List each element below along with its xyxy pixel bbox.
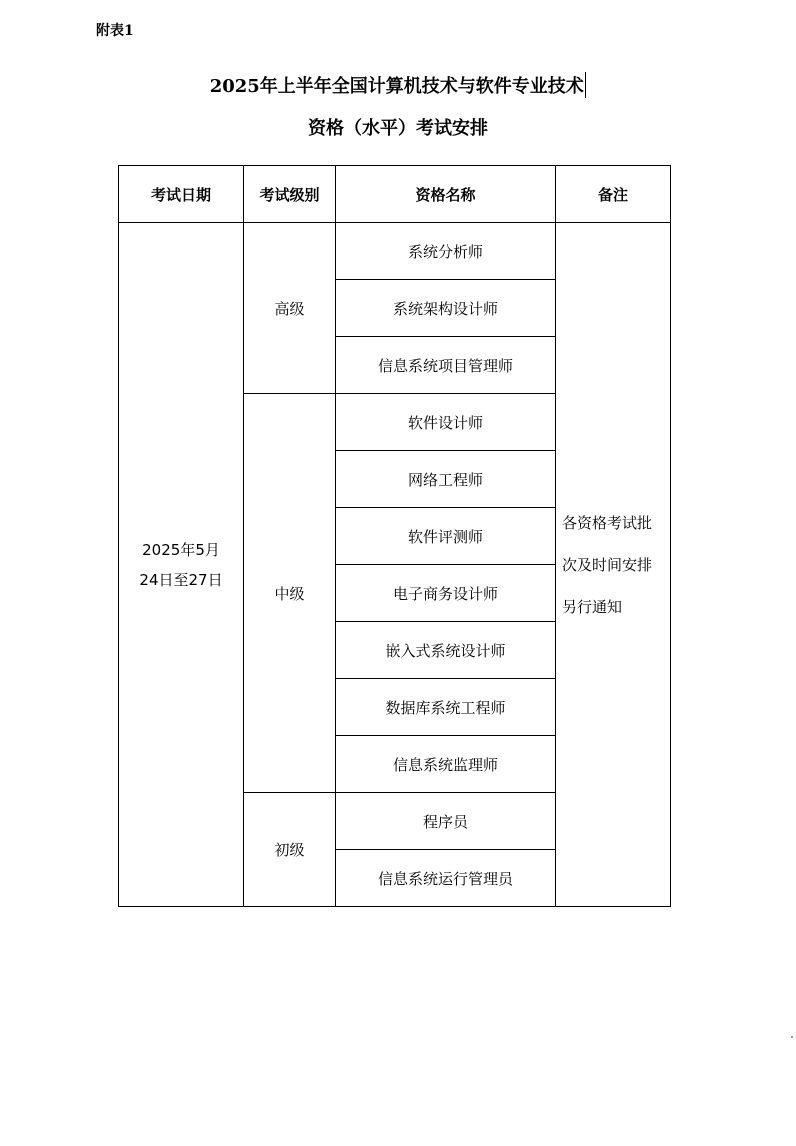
annex-label: 附表1 (96, 23, 134, 39)
level-cell-junior: 初级 (244, 793, 336, 907)
qualification-cell: 信息系统监理师 (336, 736, 556, 793)
exam-date-line2: 24日至27日 (139, 570, 223, 589)
text-cursor (585, 72, 587, 98)
remarks-line3: 另行通知 (562, 597, 623, 616)
remarks-line2: 次及时间安排 (562, 555, 653, 574)
exam-schedule-table (118, 165, 671, 907)
document-title-line1 (0, 72, 796, 98)
remarks-cell (556, 223, 671, 907)
header-exam-date: 考试日期 (119, 166, 244, 223)
qualification-cell: 信息系统项目管理师 (336, 337, 556, 394)
remarks-line1: 各资格考试批 (562, 513, 653, 532)
document-title-line2: 资格（水平）考试安排 (308, 118, 488, 139)
qualification-cell: 网络工程师 (336, 451, 556, 508)
qualification-cell: 嵌入式系统设计师 (336, 622, 556, 679)
table-header-row (119, 166, 671, 223)
exam-date-cell (119, 223, 244, 907)
table-row (119, 223, 671, 280)
qualification-cell: 软件设计师 (336, 394, 556, 451)
qualification-cell: 数据库系统工程师 (336, 679, 556, 736)
qualification-cell: 系统架构设计师 (336, 280, 556, 337)
qualification-cell: 程序员 (336, 793, 556, 850)
header-qualification-name: 资格名称 (336, 166, 556, 223)
level-cell-intermediate: 中级 (244, 394, 336, 793)
qualification-cell: 软件评测师 (336, 508, 556, 565)
qualification-cell: 电子商务设计师 (336, 565, 556, 622)
level-cell-senior: 高级 (244, 223, 336, 394)
exam-date-line1: 2025年5月 (142, 540, 220, 559)
stray-mark (791, 1036, 793, 1038)
header-exam-level: 考试级别 (244, 166, 336, 223)
title-line1-text: 2025年上半年全国计算机技术与软件专业技术 (209, 76, 584, 97)
qualification-cell: 系统分析师 (336, 223, 556, 280)
header-remarks: 备注 (556, 166, 671, 223)
qualification-cell: 信息系统运行管理员 (336, 850, 556, 907)
